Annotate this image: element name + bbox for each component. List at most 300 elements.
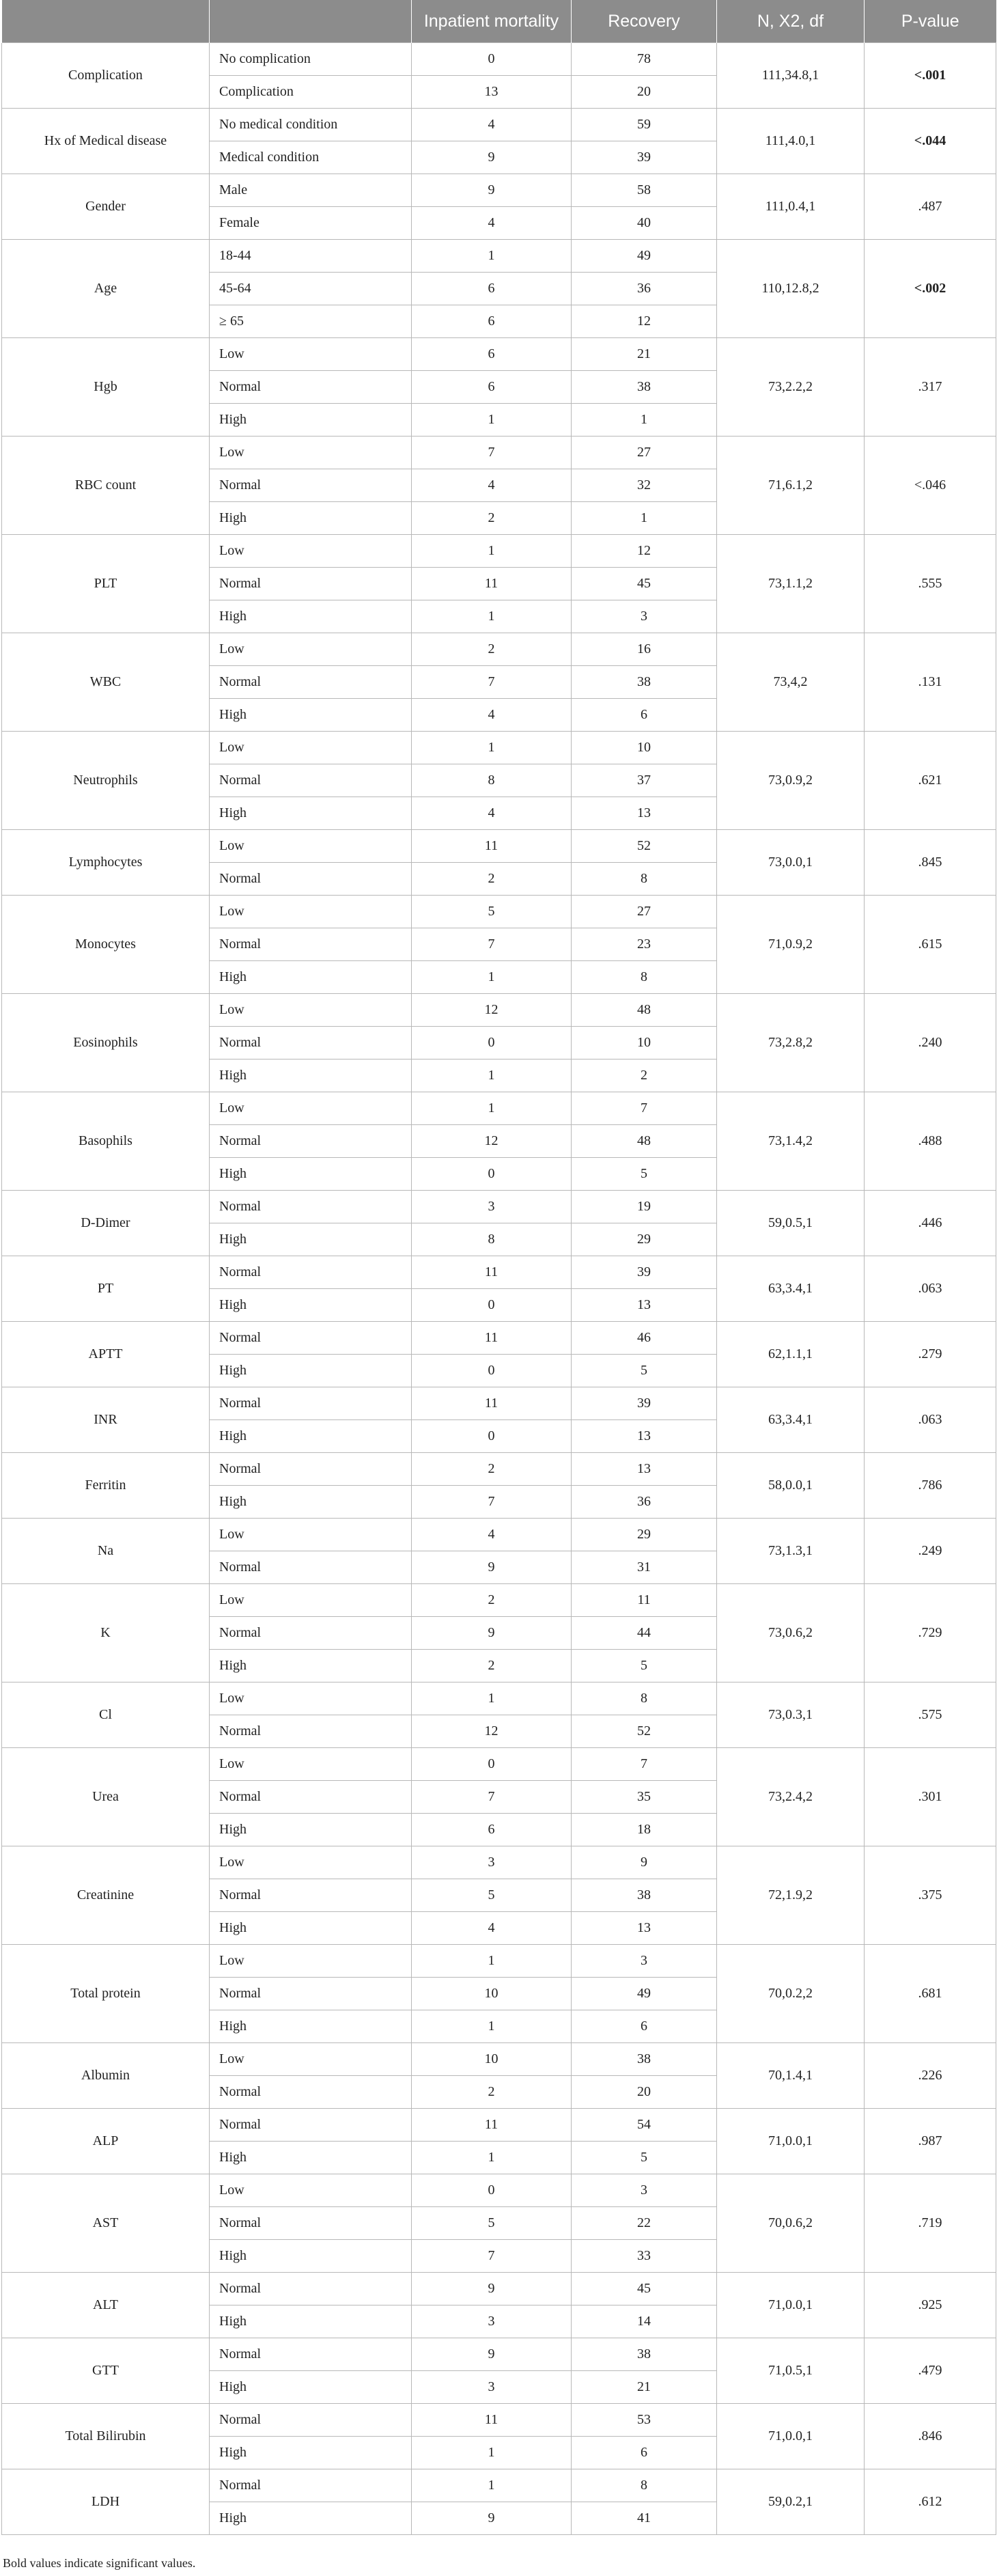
category-cell: Male (210, 174, 412, 207)
recovery-cell: 16 (572, 633, 717, 666)
table-row (2, 109, 996, 141)
table-row (2, 43, 996, 76)
mortality-cell: 1 (412, 600, 572, 633)
category-cell: Low (210, 896, 412, 928)
category-cell: Normal (210, 2207, 412, 2240)
recovery-cell: 1 (572, 404, 717, 437)
table-row (2, 2469, 996, 2502)
category-cell: Normal (210, 1125, 412, 1158)
recovery-cell: 11 (572, 1584, 717, 1617)
category-cell: High (210, 2437, 412, 2469)
table-row (2, 1682, 996, 1715)
recovery-cell: 39 (572, 141, 717, 174)
recovery-cell: 27 (572, 437, 717, 469)
category-cell: Normal (210, 1453, 412, 1486)
statistic-cell: 111,4.0,1 (717, 109, 865, 174)
header-category (210, 0, 412, 43)
results-table (1, 0, 996, 2535)
mortality-cell: 3 (412, 1846, 572, 1879)
mortality-cell: 9 (412, 2338, 572, 2371)
statistic-cell: 71,0.0,1 (717, 2109, 865, 2174)
statistic-cell: 70,1.4,1 (717, 2043, 865, 2109)
category-cell: Low (210, 2043, 412, 2076)
recovery-cell: 21 (572, 338, 717, 371)
p-value-cell: .226 (865, 2043, 996, 2109)
mortality-cell: 4 (412, 469, 572, 502)
category-cell: Normal (210, 1027, 412, 1060)
recovery-cell: 58 (572, 174, 717, 207)
statistic-cell: 73,2.8,2 (717, 994, 865, 1092)
p-value-cell: .615 (865, 896, 996, 994)
category-cell: Low (210, 1092, 412, 1125)
table-row (2, 338, 996, 371)
recovery-cell: 12 (572, 535, 717, 568)
recovery-cell: 3 (572, 2174, 717, 2207)
recovery-cell: 32 (572, 469, 717, 502)
mortality-cell: 4 (412, 1912, 572, 1945)
category-cell: High (210, 600, 412, 633)
statistic-cell: 73,1.1,2 (717, 535, 865, 633)
table-row (2, 1519, 996, 1551)
category-cell: High (210, 2502, 412, 2535)
recovery-cell: 38 (572, 1879, 717, 1912)
p-value-cell: .621 (865, 732, 996, 830)
recovery-cell: 38 (572, 2338, 717, 2371)
mortality-cell: 1 (412, 2010, 572, 2043)
variable-cell: Cl (2, 1682, 210, 1748)
variable-cell: Urea (2, 1748, 210, 1846)
mortality-cell: 1 (412, 404, 572, 437)
recovery-cell: 39 (572, 1387, 717, 1420)
mortality-cell: 5 (412, 896, 572, 928)
statistic-cell: 73,0.3,1 (717, 1682, 865, 1748)
category-cell: High (210, 404, 412, 437)
statistic-cell: 73,4,2 (717, 633, 865, 732)
mortality-cell: 9 (412, 2273, 572, 2305)
category-cell: Medical condition (210, 141, 412, 174)
mortality-cell: 4 (412, 797, 572, 830)
variable-cell: APTT (2, 1322, 210, 1387)
table-row (2, 2338, 996, 2371)
category-cell: Normal (210, 2338, 412, 2371)
recovery-cell: 6 (572, 2437, 717, 2469)
statistic-cell: 71,0.5,1 (717, 2338, 865, 2404)
category-cell: High (210, 797, 412, 830)
recovery-cell: 29 (572, 1519, 717, 1551)
recovery-cell: 29 (572, 1223, 717, 1256)
recovery-cell: 7 (572, 1092, 717, 1125)
recovery-cell: 19 (572, 1191, 717, 1223)
statistic-cell: 63,3.4,1 (717, 1387, 865, 1453)
recovery-cell: 46 (572, 1322, 717, 1355)
mortality-cell: 4 (412, 109, 572, 141)
p-value-cell: .488 (865, 1092, 996, 1191)
variable-cell: D-Dimer (2, 1191, 210, 1256)
recovery-cell: 78 (572, 43, 717, 76)
variable-cell: Ferritin (2, 1453, 210, 1519)
recovery-cell: 40 (572, 207, 717, 240)
category-cell: 18-44 (210, 240, 412, 273)
recovery-cell: 8 (572, 863, 717, 896)
category-cell: Normal (210, 1879, 412, 1912)
table-header (2, 0, 996, 43)
category-cell: High (210, 2142, 412, 2174)
recovery-cell: 1 (572, 502, 717, 535)
recovery-cell: 38 (572, 371, 717, 404)
table-row (2, 994, 996, 1027)
category-cell: Normal (210, 1781, 412, 1814)
mortality-cell: 11 (412, 1322, 572, 1355)
mortality-cell: 9 (412, 2502, 572, 2535)
category-cell: High (210, 1650, 412, 1682)
mortality-cell: 12 (412, 1125, 572, 1158)
recovery-cell: 48 (572, 1125, 717, 1158)
mortality-cell: 8 (412, 1223, 572, 1256)
mortality-cell: 7 (412, 928, 572, 961)
recovery-cell: 49 (572, 240, 717, 273)
category-cell: Normal (210, 2076, 412, 2109)
p-value-cell: <.046 (865, 437, 996, 535)
variable-cell: Creatinine (2, 1846, 210, 1945)
category-cell: Female (210, 207, 412, 240)
variable-cell: Hgb (2, 338, 210, 437)
category-cell: High (210, 502, 412, 535)
recovery-cell: 3 (572, 600, 717, 633)
mortality-cell: 12 (412, 994, 572, 1027)
p-value-cell: .249 (865, 1519, 996, 1584)
mortality-cell: 6 (412, 371, 572, 404)
variable-cell: Eosinophils (2, 994, 210, 1092)
recovery-cell: 5 (572, 1355, 717, 1387)
header-variable (2, 0, 210, 43)
category-cell: Low (210, 732, 412, 764)
recovery-cell: 54 (572, 2109, 717, 2142)
recovery-cell: 10 (572, 732, 717, 764)
mortality-cell: 6 (412, 1814, 572, 1846)
category-cell: High (210, 2010, 412, 2043)
mortality-cell: 8 (412, 764, 572, 797)
category-cell: Low (210, 437, 412, 469)
p-value-cell: .612 (865, 2469, 996, 2535)
category-cell: Normal (210, 371, 412, 404)
mortality-cell: 4 (412, 1519, 572, 1551)
mortality-cell: 1 (412, 2469, 572, 2502)
recovery-cell: 5 (572, 1158, 717, 1191)
recovery-cell: 18 (572, 1814, 717, 1846)
statistic-cell: 59,0.5,1 (717, 1191, 865, 1256)
recovery-cell: 48 (572, 994, 717, 1027)
variable-cell: Monocytes (2, 896, 210, 994)
variable-cell: K (2, 1584, 210, 1682)
variable-cell: Hx of Medical disease (2, 109, 210, 174)
variable-cell: Albumin (2, 2043, 210, 2109)
variable-cell: AST (2, 2174, 210, 2273)
mortality-cell: 7 (412, 666, 572, 699)
variable-cell: INR (2, 1387, 210, 1453)
header-recovery: Recovery (572, 0, 717, 43)
p-value-cell: .487 (865, 174, 996, 240)
mortality-cell: 5 (412, 1879, 572, 1912)
statistic-cell: 71,6.1,2 (717, 437, 865, 535)
variable-cell: Lymphocytes (2, 830, 210, 896)
recovery-cell: 41 (572, 2502, 717, 2535)
recovery-cell: 35 (572, 1781, 717, 1814)
mortality-cell: 0 (412, 2174, 572, 2207)
statistic-cell: 70,0.6,2 (717, 2174, 865, 2273)
table-row (2, 1846, 996, 1879)
table-body (2, 43, 996, 2535)
table-row (2, 240, 996, 273)
category-cell: High (210, 1223, 412, 1256)
mortality-cell: 3 (412, 1191, 572, 1223)
mortality-cell: 0 (412, 1158, 572, 1191)
variable-cell: Complication (2, 43, 210, 109)
category-cell: Low (210, 1584, 412, 1617)
recovery-cell: 14 (572, 2305, 717, 2338)
p-value-cell: .719 (865, 2174, 996, 2273)
statistic-cell: 110,12.8,2 (717, 240, 865, 338)
category-cell: High (210, 961, 412, 994)
table-row (2, 1387, 996, 1420)
category-cell: High (210, 2240, 412, 2273)
variable-cell: PT (2, 1256, 210, 1322)
recovery-cell: 12 (572, 305, 717, 338)
mortality-cell: 9 (412, 1617, 572, 1650)
variable-cell: ALP (2, 2109, 210, 2174)
recovery-cell: 22 (572, 2207, 717, 2240)
variable-cell: Basophils (2, 1092, 210, 1191)
p-value-cell: .846 (865, 2404, 996, 2469)
table-row (2, 174, 996, 207)
mortality-cell: 11 (412, 2109, 572, 2142)
category-cell: Normal (210, 2469, 412, 2502)
recovery-cell: 49 (572, 1978, 717, 2010)
mortality-cell: 0 (412, 43, 572, 76)
mortality-cell: 5 (412, 2207, 572, 2240)
category-cell: High (210, 1486, 412, 1519)
mortality-cell: 6 (412, 305, 572, 338)
table-row (2, 2404, 996, 2437)
recovery-cell: 20 (572, 76, 717, 109)
table-row (2, 1322, 996, 1355)
mortality-cell: 0 (412, 1748, 572, 1781)
table-row (2, 2174, 996, 2207)
statistic-cell: 111,34.8,1 (717, 43, 865, 109)
table-row (2, 2043, 996, 2076)
variable-cell: Neutrophils (2, 732, 210, 830)
category-cell: Low (210, 830, 412, 863)
mortality-cell: 1 (412, 732, 572, 764)
recovery-cell: 44 (572, 1617, 717, 1650)
recovery-cell: 3 (572, 1945, 717, 1978)
category-cell: Normal (210, 863, 412, 896)
category-cell: High (210, 699, 412, 732)
recovery-cell: 5 (572, 2142, 717, 2174)
category-cell: Normal (210, 764, 412, 797)
p-value-cell: .131 (865, 633, 996, 732)
mortality-cell: 4 (412, 207, 572, 240)
category-cell: Complication (210, 76, 412, 109)
category-cell: Low (210, 1748, 412, 1781)
mortality-cell: 11 (412, 2404, 572, 2437)
statistic-cell: 73,2.2,2 (717, 338, 865, 437)
p-value-cell: .845 (865, 830, 996, 896)
statistic-cell: 71,0.0,1 (717, 2273, 865, 2338)
mortality-cell: 13 (412, 76, 572, 109)
mortality-cell: 2 (412, 863, 572, 896)
statistic-cell: 72,1.9,2 (717, 1846, 865, 1945)
statistic-cell: 59,0.2,1 (717, 2469, 865, 2535)
mortality-cell: 12 (412, 1715, 572, 1748)
p-value-cell: <.002 (865, 240, 996, 338)
mortality-cell: 1 (412, 961, 572, 994)
mortality-cell: 11 (412, 568, 572, 600)
mortality-cell: 3 (412, 2305, 572, 2338)
mortality-cell: 1 (412, 2142, 572, 2174)
mortality-cell: 1 (412, 535, 572, 568)
variable-cell: RBC count (2, 437, 210, 535)
category-cell: Normal (210, 1256, 412, 1289)
mortality-cell: 6 (412, 338, 572, 371)
category-cell: Normal (210, 568, 412, 600)
mortality-cell: 2 (412, 633, 572, 666)
p-value-cell: .729 (865, 1584, 996, 1682)
statistic-cell: 73,0.6,2 (717, 1584, 865, 1682)
mortality-cell: 0 (412, 1289, 572, 1322)
p-value-cell: .063 (865, 1387, 996, 1453)
mortality-cell: 1 (412, 1945, 572, 1978)
p-value-cell: .575 (865, 1682, 996, 1748)
variable-cell: Age (2, 240, 210, 338)
recovery-cell: 13 (572, 1289, 717, 1322)
recovery-cell: 2 (572, 1060, 717, 1092)
statistic-cell: 71,0.0,1 (717, 2404, 865, 2469)
recovery-cell: 20 (572, 2076, 717, 2109)
mortality-cell: 0 (412, 1355, 572, 1387)
mortality-cell: 0 (412, 1420, 572, 1453)
recovery-cell: 37 (572, 764, 717, 797)
recovery-cell: 8 (572, 961, 717, 994)
table-row (2, 1256, 996, 1289)
p-value-cell: .925 (865, 2273, 996, 2338)
mortality-cell: 1 (412, 1092, 572, 1125)
variable-cell: ALT (2, 2273, 210, 2338)
variable-cell: Gender (2, 174, 210, 240)
p-value-cell: .479 (865, 2338, 996, 2404)
mortality-cell: 7 (412, 437, 572, 469)
table-row (2, 1092, 996, 1125)
mortality-cell: 10 (412, 2043, 572, 2076)
mortality-cell: 10 (412, 1978, 572, 2010)
category-cell: Low (210, 338, 412, 371)
category-cell: Low (210, 1945, 412, 1978)
category-cell: High (210, 1420, 412, 1453)
p-value-cell: .279 (865, 1322, 996, 1387)
category-cell: Normal (210, 1322, 412, 1355)
statistic-cell: 73,0.0,1 (717, 830, 865, 896)
variable-cell: GTT (2, 2338, 210, 2404)
mortality-cell: 2 (412, 1453, 572, 1486)
statistic-cell: 62,1.1,1 (717, 1322, 865, 1387)
recovery-cell: 45 (572, 2273, 717, 2305)
statistic-cell: 70,0.2,2 (717, 1945, 865, 2043)
recovery-cell: 13 (572, 797, 717, 830)
category-cell: Normal (210, 1551, 412, 1584)
recovery-cell: 13 (572, 1420, 717, 1453)
category-cell: Normal (210, 1387, 412, 1420)
mortality-cell: 2 (412, 502, 572, 535)
category-cell: High (210, 2305, 412, 2338)
category-cell: 45-64 (210, 273, 412, 305)
category-cell: High (210, 1060, 412, 1092)
category-cell: Low (210, 994, 412, 1027)
recovery-cell: 7 (572, 1748, 717, 1781)
category-cell: Normal (210, 2273, 412, 2305)
recovery-cell: 8 (572, 2469, 717, 2502)
variable-cell: Total Bilirubin (2, 2404, 210, 2469)
p-value-cell: .987 (865, 2109, 996, 2174)
category-cell: Normal (210, 666, 412, 699)
header-p-value: P-value (865, 0, 996, 43)
category-cell: Normal (210, 1617, 412, 1650)
table-row (2, 1584, 996, 1617)
recovery-cell: 6 (572, 699, 717, 732)
recovery-cell: 31 (572, 1551, 717, 1584)
category-cell: High (210, 1289, 412, 1322)
mortality-cell: 2 (412, 1650, 572, 1682)
recovery-cell: 38 (572, 666, 717, 699)
table-row (2, 1191, 996, 1223)
category-cell: Low (210, 1519, 412, 1551)
mortality-cell: 1 (412, 1682, 572, 1715)
mortality-cell: 9 (412, 141, 572, 174)
mortality-cell: 7 (412, 1486, 572, 1519)
statistic-cell: 73,1.4,2 (717, 1092, 865, 1191)
category-cell: High (210, 1355, 412, 1387)
recovery-cell: 27 (572, 896, 717, 928)
category-cell: Low (210, 1846, 412, 1879)
p-value-cell: .681 (865, 1945, 996, 2043)
table-row (2, 633, 996, 666)
category-cell: No medical condition (210, 109, 412, 141)
mortality-cell: 4 (412, 699, 572, 732)
table-row (2, 1748, 996, 1781)
category-cell: ≥ 65 (210, 305, 412, 338)
recovery-cell: 52 (572, 1715, 717, 1748)
table-row (2, 896, 996, 928)
mortality-cell: 6 (412, 273, 572, 305)
recovery-cell: 59 (572, 109, 717, 141)
footnote: Bold values indicate significant values. (3, 2556, 196, 2570)
recovery-cell: 6 (572, 2010, 717, 2043)
statistic-cell: 73,0.9,2 (717, 732, 865, 830)
mortality-cell: 2 (412, 1584, 572, 1617)
recovery-cell: 23 (572, 928, 717, 961)
recovery-cell: 13 (572, 1453, 717, 1486)
recovery-cell: 36 (572, 1486, 717, 1519)
recovery-cell: 13 (572, 1912, 717, 1945)
p-value-cell: .555 (865, 535, 996, 633)
p-value-cell: <.044 (865, 109, 996, 174)
mortality-cell: 11 (412, 830, 572, 863)
statistic-cell: 73,2.4,2 (717, 1748, 865, 1846)
p-value-cell: .375 (865, 1846, 996, 1945)
category-cell: Normal (210, 1978, 412, 2010)
mortality-cell: 0 (412, 1027, 572, 1060)
mortality-cell: 9 (412, 174, 572, 207)
mortality-cell: 11 (412, 1256, 572, 1289)
table-row (2, 535, 996, 568)
